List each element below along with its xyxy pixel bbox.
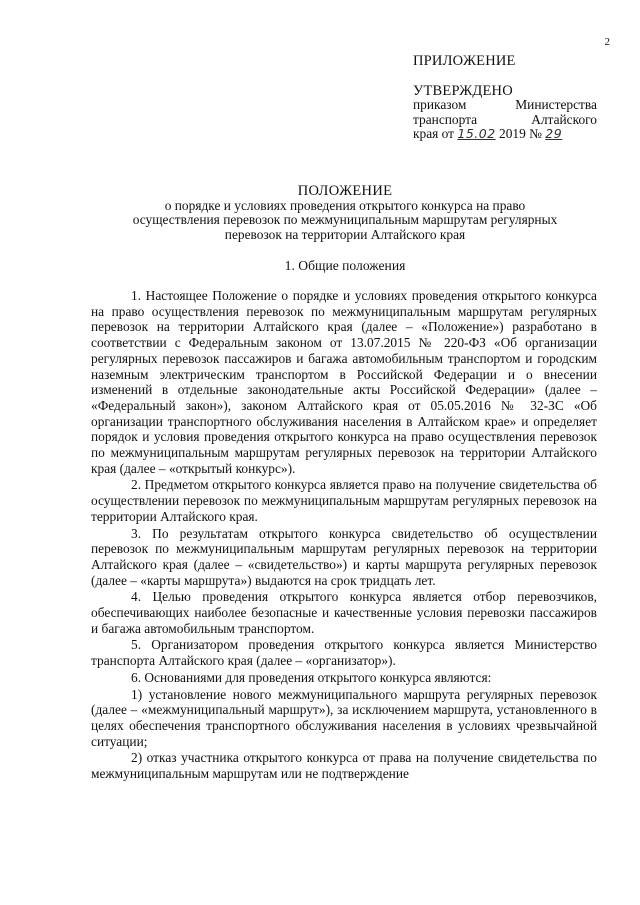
approval-line-3: [413, 127, 597, 142]
approval-date-prefix: края от: [413, 126, 458, 141]
approval-line-1: приказом Министерства: [413, 97, 597, 112]
approval-year: 2019 №: [495, 126, 546, 141]
paragraph-4: 4. Целью проведения открытого конкурса является отбор перевозчиков, обеспечивающих наиболее безопасные и качественные условия перевозки пассажиров и багажа автомобильным транспортом.: [91, 589, 597, 636]
approved-label: УТВЕРЖДЕНО: [413, 82, 513, 99]
approval-block: [413, 54, 597, 142]
document-body: [91, 288, 597, 782]
appendix-label: ПРИЛОЖЕНИЕ: [413, 53, 516, 69]
handwritten-date: 15.02: [457, 126, 496, 141]
paragraph-1: 1. Настоящее Положение о порядке и условиях проведения открытого конкурса на право осуществления перевозок по межмуниципальным маршрутам регулярных перевозок на территории Алтайского края (далее – «Положение») разработано в соответствии с Федеральным законом от 13.07.2015 № 220-ФЗ «Об организации регулярных перевозок пассажиров и багажа автомобильным транспортом и городским наземным электрическим транспортом в Российской Федерации и о внесении изменений в отдельные законодательные акты Российской Федерации» (далее – «Федеральный закон»), законом Алтайского края от 05.05.2016 № 32-ЗС «Об организации транспортного обслуживания населения в Алтайском крае» и определяет порядок и условия проведения открытого конкурса на право осуществления перевозок по межмуниципальным маршрутам регулярных перевозок на территории Алтайского края (далее – «открытый конкурс»).: [91, 288, 597, 476]
handwritten-order-number: 29: [545, 126, 563, 141]
approval-line-2: транспорта Алтайского: [413, 111, 597, 127]
paragraph-6: 6. Основаниями для проведения открытого конкурса являются:: [131, 669, 492, 685]
paragraph-2: 2. Предметом открытого конкурса является право на получение свидетельства об осуществлении перевозок по межмуниципальным маршрутам регулярных перевозок на территории Алтайского края.: [91, 477, 597, 524]
subtitle-line-2: осуществления перевозок по межмуниципальным маршрутам регулярных: [132, 212, 558, 228]
subtitle-line-1: о порядке и условиях проведения открытого конкурса на право: [164, 197, 526, 213]
subtitle-line-3: перевозок на территории Алтайского края: [224, 226, 466, 242]
list-item-1: 1) установление нового межмуниципального маршрута регулярных перевозок (далее – «межмуниципальный маршрут»), за исключением маршрута, установленного в целях обеспечения транспортного обслуживания населения в условиях чрезвычайной ситуации;: [91, 686, 597, 749]
document-title: ПОЛОЖЕНИЕ: [297, 183, 393, 199]
list-item-2: 2) отказ участника открытого конкурса от права на получение свидетельства по межмуниципальным маршрутам или не подтверждение: [91, 750, 597, 782]
page-number: 2: [604, 36, 610, 48]
paragraph-5: 5. Организатором проведения открытого конкурса является Министерство транспорта Алтайского края (далее – «организатор»).: [91, 637, 597, 669]
section-heading: 1. Общие положения: [284, 258, 406, 273]
paragraph-3: 3. По результатам открытого конкурса свидетельство об осуществлении перевозок по межмуниципальным маршрутам регулярных перевозок на территории Алтайского края (далее – «свидетельство») и карты маршрута регулярных перевозок (далее – «карты маршрута») выдаются на срок тридцать лет.: [91, 525, 597, 588]
document-title-block: [90, 184, 600, 242]
